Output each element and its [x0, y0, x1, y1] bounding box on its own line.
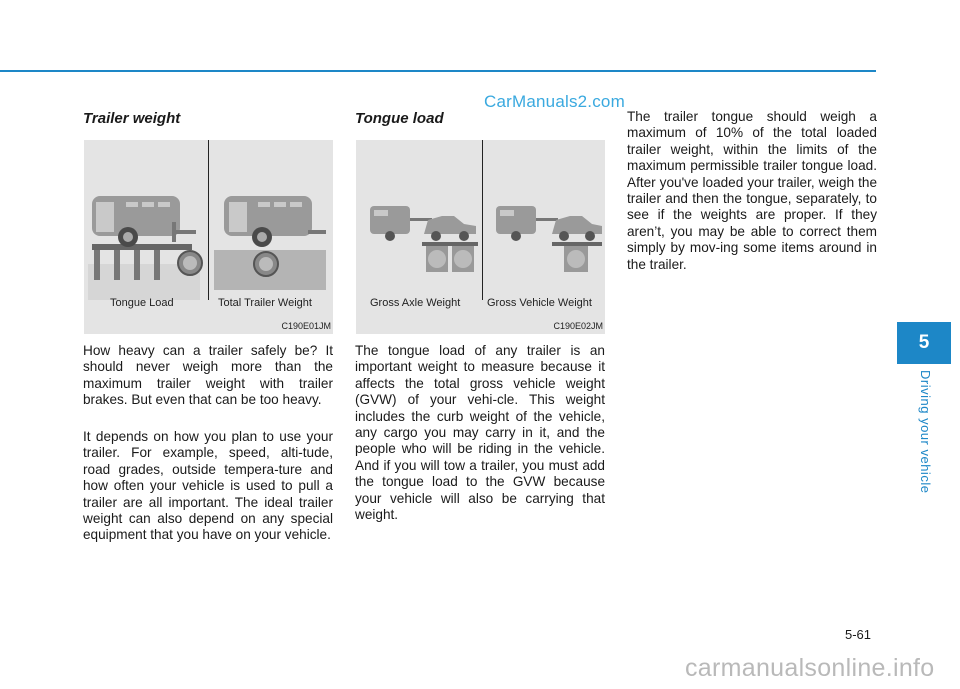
tongue-load-illustration [356, 140, 605, 300]
chapter-tab: 5 [897, 322, 951, 364]
figure-divider [208, 140, 209, 300]
chapter-side-label: Driving your vehicle [918, 370, 933, 494]
heading-trailer-weight: Trailer weight [83, 110, 181, 127]
figure-trailer-weight [84, 140, 333, 334]
figure-divider [482, 140, 483, 300]
paragraph: It depends on how you plan to use your trailer. For example, speed, alti-tude, road grades, outside tempera-ture and how often your vehicle is used to pull a trailer are all important. The ideal trailer weight can also depend on any special equipment that you have on your vehicle. [83, 429, 333, 543]
figure-tongue-load [356, 140, 605, 334]
paragraph: The trailer tongue should weigh a maximum of 10% of the total loaded trailer weight, within the limits of the maximum permissible trailer tongue load. After you've loaded your trailer, weigh the trailer and then the tongue, separately, to see if the weights are proper. If they aren’t, you may be able to correct them simply by mov-ing some items around in the trailer. [627, 109, 877, 272]
paragraph: How heavy can a trailer safely be? It should never weigh more than the maximum trailer weight with trailer brakes. But even that can be too heavy. [83, 343, 333, 408]
watermark-top: CarManuals2.com [484, 92, 625, 111]
caption-gross-vehicle-weight: Gross Vehicle Weight [487, 297, 592, 309]
caption-tongue-load: Tongue Load [110, 297, 174, 309]
caption-total-trailer-weight: Total Trailer Weight [218, 297, 312, 309]
figure-code: C190E02JM [553, 321, 603, 331]
header-rule [0, 70, 876, 72]
paragraph: The tongue load of any trailer is an important weight to measure because it affects the total gross vehicle weight (GVW) of your vehi-cle. This weight includes the curb weight of the vehicle, any cargo you may carry in it, and the people who will be riding in the vehicle. And if you will tow a trailer, you must add the tongue load to the GVW because your vehicle will also be carrying that weight. [355, 343, 605, 523]
figure-code: C190E01JM [281, 321, 331, 331]
watermark-bottom: carmanualsonline.info [685, 654, 935, 682]
caption-gross-axle-weight: Gross Axle Weight [370, 297, 461, 309]
page-number: 5-61 [845, 627, 872, 642]
heading-tongue-load: Tongue load [355, 110, 444, 127]
